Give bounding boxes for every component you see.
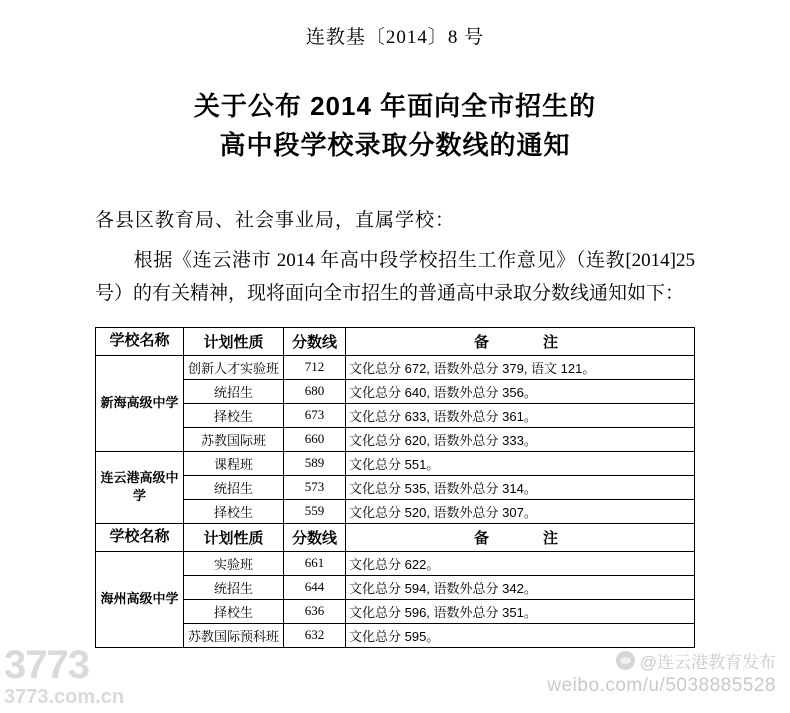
plan-type-cell: 择校生 xyxy=(184,599,284,623)
weibo-url: weibo.com/u/5038885528 xyxy=(547,675,776,696)
site-watermark-small: 3773.com.cn xyxy=(4,686,125,708)
plan-type-cell: 苏教国际预科班 xyxy=(184,623,284,647)
score-cell: 589 xyxy=(284,451,346,475)
header-plan-type: 计划性质 xyxy=(184,327,284,355)
plan-type-cell: 实验班 xyxy=(184,551,284,575)
plan-type-cell: 创新人才实验班 xyxy=(184,355,284,379)
score-cell: 559 xyxy=(284,499,346,523)
score-cell: 573 xyxy=(284,475,346,499)
addressee-line: 各县区教育局、社会事业局，直属学校： xyxy=(95,210,456,231)
score-cell: 680 xyxy=(284,379,346,403)
table-header-row xyxy=(96,327,695,355)
note-cell: 文化总分 595。 xyxy=(346,623,695,647)
site-watermark xyxy=(4,645,124,707)
school-name-cell: 连云港高级中学 xyxy=(96,451,184,523)
weibo-watermark xyxy=(547,648,776,697)
score-cell: 660 xyxy=(284,427,346,451)
table-row xyxy=(96,379,695,403)
plan-type-cell: 统招生 xyxy=(184,475,284,499)
score-cell: 661 xyxy=(284,551,346,575)
score-table xyxy=(95,327,695,648)
note-cell: 文化总分 620, 语数外总分 333。 xyxy=(346,427,695,451)
weibo-account: @连云港教育发布 xyxy=(639,653,776,672)
plan-type-cell: 统招生 xyxy=(184,379,284,403)
table-row xyxy=(96,403,695,427)
note-cell: 文化总分 672, 语数外总分 379, 语文 121。 xyxy=(346,355,695,379)
document-number: 连教基〔2014〕8 号 xyxy=(305,27,485,48)
header-score-line: 分数线 xyxy=(284,523,346,551)
plan-type-cell: 苏教国际班 xyxy=(184,427,284,451)
table-row xyxy=(96,475,695,499)
note-cell: 文化总分 622。 xyxy=(346,551,695,575)
table-header-row-repeat xyxy=(96,523,695,551)
table-row xyxy=(96,599,695,623)
table-row xyxy=(96,575,695,599)
document-page xyxy=(0,22,790,713)
note-cell: 文化总分 535, 语数外总分 314。 xyxy=(346,475,695,499)
table-row xyxy=(96,451,695,475)
title-line-2: 高中段学校录取分数线的通知 xyxy=(219,130,571,160)
header-score-line: 分数线 xyxy=(284,327,346,355)
table-row xyxy=(96,427,695,451)
weibo-eye-icon xyxy=(616,651,635,670)
school-name-cell: 新海高级中学 xyxy=(96,355,184,451)
body-paragraph-text: 根据《连云港市 2014 年高中段学校招生工作意见》（连教[2014]25 号）的有关精神，现将面向全市招生的普通高中录取分数线通知如下： xyxy=(95,250,695,305)
plan-type-cell: 择校生 xyxy=(184,499,284,523)
score-cell: 712 xyxy=(284,355,346,379)
school-name-cell: 海州高级中学 xyxy=(96,551,184,647)
plan-type-cell: 择校生 xyxy=(184,403,284,427)
header-plan-type: 计划性质 xyxy=(184,523,284,551)
plan-type-cell: 统招生 xyxy=(184,575,284,599)
note-cell: 文化总分 596, 语数外总分 351。 xyxy=(346,599,695,623)
score-cell: 636 xyxy=(284,599,346,623)
table-row xyxy=(96,551,695,575)
weibo-account-line xyxy=(547,648,776,673)
header-note: 备 注 xyxy=(346,523,695,551)
note-cell: 文化总分 633, 语数外总分 361。 xyxy=(346,403,695,427)
table-row xyxy=(96,499,695,523)
note-cell: 文化总分 594, 语数外总分 342。 xyxy=(346,575,695,599)
page-title xyxy=(95,87,695,165)
score-cell: 673 xyxy=(284,403,346,427)
note-cell: 文化总分 640, 语数外总分 356。 xyxy=(346,379,695,403)
header-school: 学校名称 xyxy=(96,327,184,355)
plan-type-cell: 课程班 xyxy=(184,451,284,475)
score-cell: 632 xyxy=(284,623,346,647)
table-row xyxy=(96,355,695,379)
body-paragraph xyxy=(95,244,695,311)
note-cell: 文化总分 520, 语数外总分 307。 xyxy=(346,499,695,523)
header-note: 备 注 xyxy=(346,327,695,355)
note-cell: 文化总分 551。 xyxy=(346,451,695,475)
table-row xyxy=(96,623,695,647)
header-school: 学校名称 xyxy=(96,523,184,551)
site-watermark-big: 3773 xyxy=(4,643,89,687)
title-line-1: 关于公布 2014 年面向全市招生的 xyxy=(193,91,597,121)
score-cell: 644 xyxy=(284,575,346,599)
